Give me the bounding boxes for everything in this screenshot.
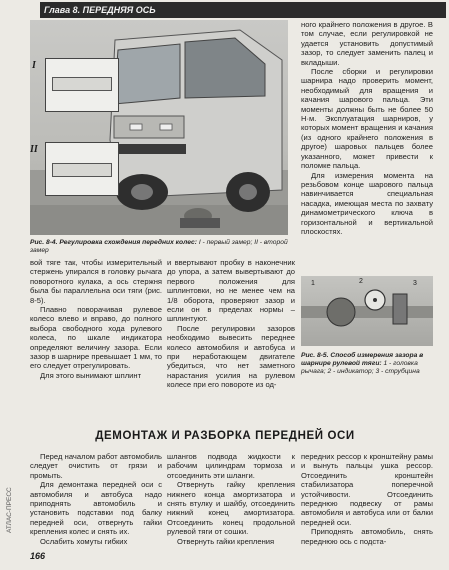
paragraph: вой тяге так, чтобы измерительный стержень упирался в головку рычага поворотного кулака, а ось стержня была бы параллельна оси тяги (рис. 8-5). [30,258,162,305]
callout-1: 1 [311,280,315,287]
section-title: ДЕМОНТАЖ И РАЗБОРКА ПЕРЕДНЕЙ ОСИ [95,430,355,442]
chapter-header [40,2,446,18]
figure-8-5-caption [301,352,433,377]
center-middle-column [167,258,295,390]
inset-measurement-1 [45,58,119,112]
figure-8-4-caption-body: I - первый замер; II - второй замер [30,239,288,255]
paragraph: После сборки и регулировки шарнира надо проверить момент, необходимый для вращения и качания шарового пальца. Эти моменты должны быть не более 50 Н·м. Эксплуатация шарниров, у которых момент вращения и качания (из одного крайнего положения в другое) шаровых пальцев более указанного, может привести к поломке пальца. [301,67,433,171]
left-middle-column [30,258,162,380]
figure-8-4-caption [30,239,292,255]
inset-label-ii: II [30,144,38,155]
paragraph: Для измерения момента на резьбовом конце шарового пальца навинчивается специальная насадка, имеющая места по захвату динамометрического ключа в горизонтальной и вертикальной плоскостях. [301,170,433,236]
paragraph: шлангов подвода жидкости к рабочим цилиндрам тормоза и отсоединить эти шланги. [167,452,295,480]
paragraph: Приподнять автомобиль, снять переднюю ось с подста- [301,527,433,546]
paragraph: Для демонтажа передней оси с автомобиля и автобуса надо приподнять автомобиль и установить подставки под балку передней оси, отвернуть гайки крепления колес и снять их. [30,480,162,537]
callout-3: 3 [413,280,417,287]
callout-2: 2 [359,278,363,285]
paragraph: Плавно поворачивая рулевое колесо влево и вправо, до полного выбора свободного хода рулевого колеса, по шкале индикатора определяют величину зазора. Если зазор в шарнире превышает 1 мм, то его следует отрегулировать. [30,305,162,371]
paragraph: Отвернуть гайки крепления [177,536,275,546]
figure-8-4-caption-title: Рис. 8-4. Регулировка схождения передних колес: [30,239,197,246]
figure-8-5-caption-title: Рис. 8-5. Способ измерения зазора в шарнире рулевой тяги: [301,352,424,368]
paragraph: Отвернуть гайку крепления нижнего конца амортизатора и снять втулку и шайбу, отсоединить нижний конец амортизатора. Отсоединить конец продольной рулевой тяги от сошки. [167,480,295,537]
publisher-side-label: АТЛАС-ПРЕСС [6,487,13,533]
paragraph: передних рессор к кронштейну рамы и вынуть пальцы ушка рессор. Отсоединить кронштейн стабилизатора поперечной устойчивости. Отсоединить переднюю подвеску от рамы автомобиля и автобуса или от балки передней оси. [301,452,433,527]
paragraph: Для этого вынимают шплинт [40,370,142,380]
paragraph: Ослабить хомуты гибких [40,536,128,546]
chapter-title: Глава 8. ПЕРЕДНЯЯ ОСЬ [44,5,156,15]
bottom-right-column [301,452,433,546]
right-top-column [301,20,433,236]
inset-label-i: I [32,60,36,71]
page-number: 166 [30,551,46,561]
paragraph: Перед началом работ автомобиль следует очистить от грязи и промыть. [30,452,162,480]
bottom-center-column [167,452,295,546]
paragraph: После регулировки зазоров необходимо вывесить переднее колесо автомобиля и автобуса и при неработающем двигателе убедиться, что нет заметного нарастания усилия на рулевом колесе при его повороте из од- [167,323,295,390]
figure-8-4-photo [30,20,288,235]
paragraph: и ввертывают пробку в наконечник до упора, а затем вывертывают до первого положения для шплинтовки, но не менее чем на 1/8 оборота, проверяют зазор и если он в пределах нормы – шплинтуют. [167,258,295,324]
figure-8-5-caption-body: 1 - головка рычага; 2 - индикатор; 3 - струбцина [301,360,420,376]
figure-8-5-photo [301,276,433,346]
inset-measurement-2 [45,142,119,196]
truck-illustration [30,20,288,235]
paragraph: ного крайнего положения в другое. В том случае, если регулировкой не удается установить допустимый зазор, то следует заменить палец и вкладыши. [301,20,433,67]
bottom-left-column [30,452,162,546]
